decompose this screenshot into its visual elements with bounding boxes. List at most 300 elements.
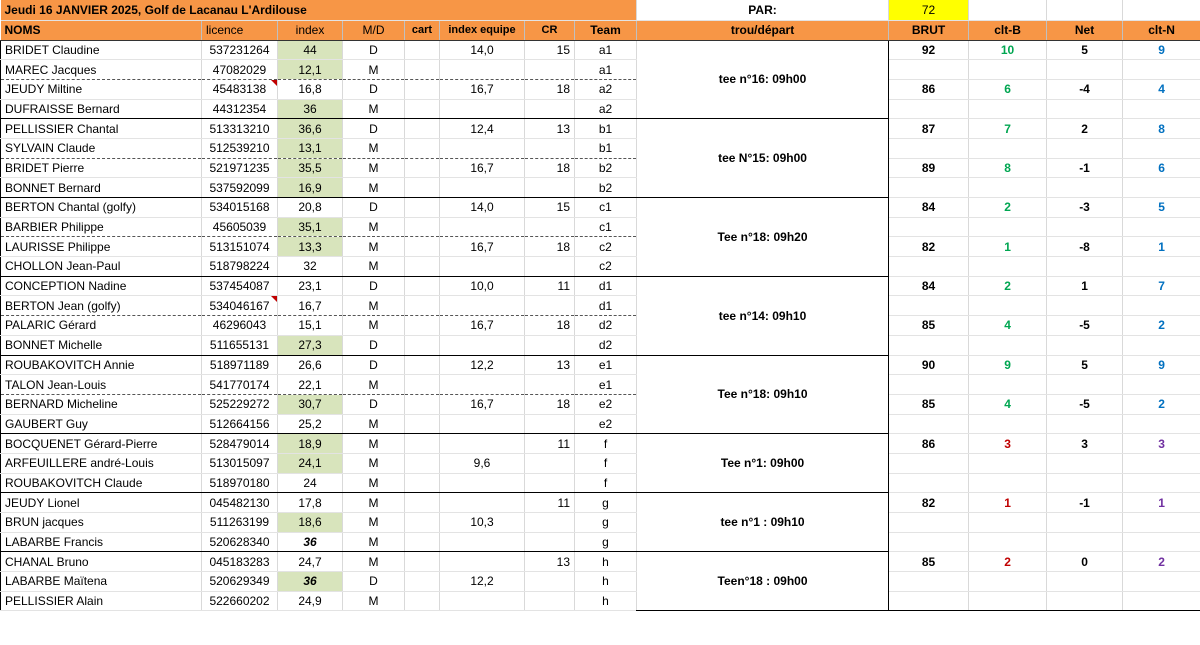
player-name[interactable]: ROUBAKOVITCH Annie: [1, 355, 202, 375]
player-name[interactable]: LABARBE Francis: [1, 532, 202, 552]
cr-value[interactable]: [525, 138, 575, 158]
team-index[interactable]: 12,2: [440, 572, 525, 592]
player-name[interactable]: PELLISSIER Chantal: [1, 119, 202, 139]
cr-value[interactable]: 13: [525, 119, 575, 139]
brut-score[interactable]: 84: [889, 276, 969, 296]
cart-cell[interactable]: [405, 138, 440, 158]
team-index[interactable]: [440, 335, 525, 355]
team-code[interactable]: d1: [575, 296, 637, 316]
cart-cell[interactable]: [405, 513, 440, 533]
team-index[interactable]: [440, 493, 525, 513]
team-code[interactable]: b2: [575, 178, 637, 198]
licence-number[interactable]: 520629349: [202, 572, 278, 592]
licence-number[interactable]: 534046167: [202, 296, 278, 316]
empty-result-cell: [1047, 473, 1123, 493]
player-index[interactable]: 24: [278, 473, 343, 493]
cart-cell[interactable]: [405, 99, 440, 119]
player-name[interactable]: BERTON Chantal (golfy): [1, 198, 202, 218]
team-index[interactable]: 16,7: [440, 394, 525, 414]
licence-number[interactable]: 513015097: [202, 453, 278, 473]
player-index[interactable]: 35,1: [278, 217, 343, 237]
gender-md[interactable]: D: [343, 394, 405, 414]
start-tee-time[interactable]: Teen°18 : 09h00: [637, 552, 889, 611]
player-name[interactable]: BONNET Michelle: [1, 335, 202, 355]
par-value[interactable]: 72: [889, 0, 969, 20]
player-index[interactable]: 16,8: [278, 79, 343, 99]
licence-number[interactable]: 537231264: [202, 40, 278, 60]
cart-cell[interactable]: [405, 532, 440, 552]
gender-md[interactable]: M: [343, 217, 405, 237]
cr-value[interactable]: [525, 513, 575, 533]
cart-cell[interactable]: [405, 453, 440, 473]
player-index[interactable]: 24,7: [278, 552, 343, 572]
brut-score[interactable]: 89: [889, 158, 969, 178]
gender-md[interactable]: M: [343, 453, 405, 473]
player-name[interactable]: SYLVAIN Claude: [1, 138, 202, 158]
team-index[interactable]: 14,0: [440, 198, 525, 218]
cr-value[interactable]: [525, 257, 575, 277]
cart-cell[interactable]: [405, 355, 440, 375]
cr-value[interactable]: 18: [525, 158, 575, 178]
player-index[interactable]: 26,6: [278, 355, 343, 375]
team-code[interactable]: a1: [575, 40, 637, 60]
cr-value[interactable]: [525, 572, 575, 592]
net-score[interactable]: 0: [1047, 552, 1123, 572]
player-index[interactable]: 27,3: [278, 335, 343, 355]
team-code[interactable]: a2: [575, 79, 637, 99]
net-score[interactable]: 3: [1047, 434, 1123, 454]
gender-md[interactable]: D: [343, 335, 405, 355]
cr-value[interactable]: 18: [525, 316, 575, 336]
player-name[interactable]: BOCQUENET Gérard-Pierre: [1, 434, 202, 454]
team-index[interactable]: [440, 178, 525, 198]
clt-b-rank[interactable]: 9: [969, 355, 1047, 375]
gender-md[interactable]: M: [343, 591, 405, 611]
player-index[interactable]: 16,9: [278, 178, 343, 198]
cr-value[interactable]: [525, 453, 575, 473]
brut-score[interactable]: 85: [889, 394, 969, 414]
start-tee-time[interactable]: tee n°14: 09h10: [637, 276, 889, 355]
cart-cell[interactable]: [405, 40, 440, 60]
team-index[interactable]: [440, 414, 525, 434]
licence-number[interactable]: 512539210: [202, 138, 278, 158]
licence-number[interactable]: 518970180: [202, 473, 278, 493]
team-code[interactable]: c2: [575, 237, 637, 257]
gender-md[interactable]: D: [343, 79, 405, 99]
clt-b-rank[interactable]: 3: [969, 434, 1047, 454]
cr-value[interactable]: 11: [525, 493, 575, 513]
net-score[interactable]: -1: [1047, 493, 1123, 513]
team-code[interactable]: e2: [575, 414, 637, 434]
licence-number[interactable]: 45483138: [202, 79, 278, 99]
team-index[interactable]: [440, 591, 525, 611]
cr-value[interactable]: [525, 375, 575, 395]
cr-value[interactable]: 15: [525, 40, 575, 60]
team-code[interactable]: d2: [575, 316, 637, 336]
player-name[interactable]: GAUBERT Guy: [1, 414, 202, 434]
clt-n-rank[interactable]: 9: [1123, 355, 1200, 375]
cart-cell[interactable]: [405, 276, 440, 296]
team-index[interactable]: [440, 60, 525, 80]
player-index[interactable]: 18,9: [278, 434, 343, 454]
player-index[interactable]: 44: [278, 40, 343, 60]
gender-md[interactable]: M: [343, 257, 405, 277]
cr-value[interactable]: [525, 60, 575, 80]
team-code[interactable]: c1: [575, 198, 637, 218]
team-code[interactable]: e2: [575, 394, 637, 414]
brut-score[interactable]: 87: [889, 119, 969, 139]
empty-result-cell: [969, 138, 1047, 158]
col-header-cr: CR: [525, 20, 575, 40]
gender-md[interactable]: M: [343, 434, 405, 454]
clt-b-rank[interactable]: 4: [969, 316, 1047, 336]
clt-n-rank[interactable]: 8: [1123, 119, 1200, 139]
team-index[interactable]: 12,4: [440, 119, 525, 139]
gender-md[interactable]: M: [343, 552, 405, 572]
licence-number[interactable]: 522660202: [202, 591, 278, 611]
player-index[interactable]: 18,6: [278, 513, 343, 533]
licence-number[interactable]: 045183283: [202, 552, 278, 572]
start-tee-time[interactable]: Tee n°18: 09h10: [637, 355, 889, 434]
clt-b-rank[interactable]: 6: [969, 79, 1047, 99]
team-code[interactable]: f: [575, 434, 637, 454]
net-score[interactable]: -1: [1047, 158, 1123, 178]
gender-md[interactable]: M: [343, 237, 405, 257]
brut-score[interactable]: 82: [889, 493, 969, 513]
cart-cell[interactable]: [405, 434, 440, 454]
team-code[interactable]: b1: [575, 119, 637, 139]
licence-number[interactable]: 534015168: [202, 198, 278, 218]
clt-n-rank[interactable]: 1: [1123, 237, 1200, 257]
team-code[interactable]: c2: [575, 257, 637, 277]
team-index[interactable]: [440, 473, 525, 493]
cr-value[interactable]: [525, 99, 575, 119]
team-index[interactable]: [440, 532, 525, 552]
player-index[interactable]: 16,7: [278, 296, 343, 316]
net-score[interactable]: -8: [1047, 237, 1123, 257]
team-index[interactable]: 14,0: [440, 40, 525, 60]
player-index[interactable]: 15,1: [278, 316, 343, 336]
cr-value[interactable]: [525, 414, 575, 434]
gender-md[interactable]: D: [343, 276, 405, 296]
player-name[interactable]: ARFEUILLERE andré-Louis: [1, 453, 202, 473]
gender-md[interactable]: D: [343, 119, 405, 139]
cr-value[interactable]: 18: [525, 79, 575, 99]
net-score[interactable]: 5: [1047, 40, 1123, 60]
team-code[interactable]: g: [575, 513, 637, 533]
cart-cell[interactable]: [405, 79, 440, 99]
team-index[interactable]: 10,0: [440, 276, 525, 296]
player-index[interactable]: 20,8: [278, 198, 343, 218]
player-name[interactable]: MAREC Jacques: [1, 60, 202, 80]
brut-score[interactable]: 85: [889, 552, 969, 572]
licence-number[interactable]: 512664156: [202, 414, 278, 434]
player-index[interactable]: 36: [278, 99, 343, 119]
player-name[interactable]: JEUDY Miltine: [1, 79, 202, 99]
brut-score[interactable]: 86: [889, 79, 969, 99]
team-index[interactable]: 16,7: [440, 316, 525, 336]
team-index[interactable]: [440, 217, 525, 237]
team-code[interactable]: f: [575, 453, 637, 473]
team-code[interactable]: b1: [575, 138, 637, 158]
gender-md[interactable]: M: [343, 158, 405, 178]
licence-number[interactable]: 518971189: [202, 355, 278, 375]
cr-value[interactable]: [525, 217, 575, 237]
player-index[interactable]: 23,1: [278, 276, 343, 296]
licence-number[interactable]: 513151074: [202, 237, 278, 257]
start-tee-time[interactable]: Tee n°18: 09h20: [637, 198, 889, 277]
cr-value[interactable]: 11: [525, 276, 575, 296]
clt-n-rank[interactable]: 4: [1123, 79, 1200, 99]
player-index[interactable]: 12,1: [278, 60, 343, 80]
player-index[interactable]: 30,7: [278, 394, 343, 414]
cr-value[interactable]: [525, 473, 575, 493]
gender-md[interactable]: M: [343, 316, 405, 336]
cart-cell[interactable]: [405, 316, 440, 336]
team-code[interactable]: e1: [575, 375, 637, 395]
clt-n-rank[interactable]: 1: [1123, 493, 1200, 513]
team-code[interactable]: d2: [575, 335, 637, 355]
team-index[interactable]: [440, 296, 525, 316]
cart-cell[interactable]: [405, 198, 440, 218]
net-score[interactable]: -3: [1047, 198, 1123, 218]
cr-value[interactable]: [525, 532, 575, 552]
brut-score[interactable]: 84: [889, 198, 969, 218]
empty-result-cell: [889, 217, 969, 237]
player-name[interactable]: TALON Jean-Louis: [1, 375, 202, 395]
licence-number[interactable]: 520628340: [202, 532, 278, 552]
team-index[interactable]: 16,7: [440, 237, 525, 257]
team-code[interactable]: c1: [575, 217, 637, 237]
clt-n-rank[interactable]: 2: [1123, 552, 1200, 572]
clt-b-rank[interactable]: 10: [969, 40, 1047, 60]
clt-b-rank[interactable]: 2: [969, 552, 1047, 572]
net-score[interactable]: -4: [1047, 79, 1123, 99]
team-index[interactable]: [440, 434, 525, 454]
clt-n-rank[interactable]: 6: [1123, 158, 1200, 178]
team-code[interactable]: a2: [575, 99, 637, 119]
clt-b-rank[interactable]: 7: [969, 119, 1047, 139]
start-tee-time[interactable]: tee n°16: 09h00: [637, 40, 889, 119]
cart-cell[interactable]: [405, 473, 440, 493]
player-name[interactable]: PALARIC Gérard: [1, 316, 202, 336]
player-name[interactable]: BRIDET Pierre: [1, 158, 202, 178]
start-tee-time[interactable]: Tee n°1: 09h00: [637, 434, 889, 493]
player-name[interactable]: ROUBAKOVITCH Claude: [1, 473, 202, 493]
team-index[interactable]: [440, 138, 525, 158]
player-index[interactable]: 36: [278, 572, 343, 592]
team-index[interactable]: 12,2: [440, 355, 525, 375]
licence-number[interactable]: 521971235: [202, 158, 278, 178]
gender-md[interactable]: M: [343, 138, 405, 158]
licence-number[interactable]: 537454087: [202, 276, 278, 296]
clt-n-rank[interactable]: 2: [1123, 316, 1200, 336]
gender-md[interactable]: D: [343, 40, 405, 60]
player-index[interactable]: 35,5: [278, 158, 343, 178]
team-index[interactable]: 10,3: [440, 513, 525, 533]
player-name[interactable]: CONCEPTION Nadine: [1, 276, 202, 296]
licence-number[interactable]: 528479014: [202, 434, 278, 454]
cart-cell[interactable]: [405, 119, 440, 139]
licence-number[interactable]: 44312354: [202, 99, 278, 119]
net-score[interactable]: -5: [1047, 316, 1123, 336]
player-index[interactable]: 13,1: [278, 138, 343, 158]
cart-cell[interactable]: [405, 257, 440, 277]
cr-value[interactable]: 13: [525, 552, 575, 572]
player-name[interactable]: CHANAL Bruno: [1, 552, 202, 572]
team-code[interactable]: h: [575, 552, 637, 572]
cart-cell[interactable]: [405, 60, 440, 80]
licence-number[interactable]: 518798224: [202, 257, 278, 277]
cart-cell[interactable]: [405, 394, 440, 414]
cart-cell[interactable]: [405, 552, 440, 572]
team-code[interactable]: f: [575, 473, 637, 493]
brut-score[interactable]: 85: [889, 316, 969, 336]
cr-value[interactable]: [525, 335, 575, 355]
team-code[interactable]: b2: [575, 158, 637, 178]
player-index[interactable]: 17,8: [278, 493, 343, 513]
cart-cell[interactable]: [405, 591, 440, 611]
team-code[interactable]: g: [575, 532, 637, 552]
cr-value[interactable]: [525, 296, 575, 316]
gender-md[interactable]: D: [343, 198, 405, 218]
licence-number[interactable]: 511655131: [202, 335, 278, 355]
cr-value[interactable]: [525, 591, 575, 611]
gender-md[interactable]: M: [343, 532, 405, 552]
cart-cell[interactable]: [405, 237, 440, 257]
net-score[interactable]: 2: [1047, 119, 1123, 139]
player-name[interactable]: DUFRAISSE Bernard: [1, 99, 202, 119]
clt-b-rank[interactable]: 4: [969, 394, 1047, 414]
net-score[interactable]: 5: [1047, 355, 1123, 375]
gender-md[interactable]: D: [343, 355, 405, 375]
gender-md[interactable]: M: [343, 296, 405, 316]
cart-cell[interactable]: [405, 178, 440, 198]
gender-md[interactable]: M: [343, 473, 405, 493]
player-name[interactable]: CHOLLON Jean-Paul: [1, 257, 202, 277]
cart-cell[interactable]: [405, 375, 440, 395]
gender-md[interactable]: M: [343, 178, 405, 198]
player-index[interactable]: 32: [278, 257, 343, 277]
licence-number[interactable]: 513313210: [202, 119, 278, 139]
licence-number[interactable]: 541770174: [202, 375, 278, 395]
clt-n-rank[interactable]: 9: [1123, 40, 1200, 60]
player-index[interactable]: 22,1: [278, 375, 343, 395]
licence-number[interactable]: 46296043: [202, 316, 278, 336]
player-index[interactable]: 36,6: [278, 119, 343, 139]
team-index[interactable]: 16,7: [440, 158, 525, 178]
cart-cell[interactable]: [405, 335, 440, 355]
team-code[interactable]: h: [575, 572, 637, 592]
licence-number[interactable]: 511263199: [202, 513, 278, 533]
licence-number[interactable]: 47082029: [202, 60, 278, 80]
gender-md[interactable]: M: [343, 60, 405, 80]
gender-md[interactable]: D: [343, 572, 405, 592]
cr-value[interactable]: 13: [525, 355, 575, 375]
team-code[interactable]: g: [575, 493, 637, 513]
cart-cell[interactable]: [405, 296, 440, 316]
empty-cell: [1047, 0, 1123, 20]
licence-number[interactable]: 045482130: [202, 493, 278, 513]
clt-n-rank[interactable]: 5: [1123, 198, 1200, 218]
clt-b-rank[interactable]: 1: [969, 493, 1047, 513]
licence-number[interactable]: 45605039: [202, 217, 278, 237]
team-index[interactable]: 16,7: [440, 79, 525, 99]
gender-md[interactable]: M: [343, 513, 405, 533]
team-code[interactable]: a1: [575, 60, 637, 80]
empty-result-cell: [889, 375, 969, 395]
clt-b-rank[interactable]: 8: [969, 158, 1047, 178]
team-index[interactable]: [440, 257, 525, 277]
brut-score[interactable]: 82: [889, 237, 969, 257]
cr-value[interactable]: 18: [525, 394, 575, 414]
cart-cell[interactable]: [405, 414, 440, 434]
player-index[interactable]: 36: [278, 532, 343, 552]
start-tee-time[interactable]: tee N°15: 09h00: [637, 119, 889, 198]
licence-number[interactable]: 525229272: [202, 394, 278, 414]
player-name[interactable]: JEUDY Lionel: [1, 493, 202, 513]
player-name[interactable]: LAURISSE Philippe: [1, 237, 202, 257]
player-index[interactable]: 24,1: [278, 453, 343, 473]
brut-score[interactable]: 86: [889, 434, 969, 454]
team-index[interactable]: [440, 375, 525, 395]
team-index[interactable]: [440, 99, 525, 119]
licence-number[interactable]: 537592099: [202, 178, 278, 198]
player-name[interactable]: BERTON Jean (golfy): [1, 296, 202, 316]
player-index[interactable]: 13,3: [278, 237, 343, 257]
start-tee-time[interactable]: tee n°1 : 09h10: [637, 493, 889, 552]
team-code[interactable]: h: [575, 591, 637, 611]
cart-cell[interactable]: [405, 217, 440, 237]
gender-md[interactable]: M: [343, 414, 405, 434]
player-name[interactable]: BRUN jacques: [1, 513, 202, 533]
gender-md[interactable]: M: [343, 99, 405, 119]
team-code[interactable]: e1: [575, 355, 637, 375]
player-index[interactable]: 24,9: [278, 591, 343, 611]
clt-n-rank[interactable]: 7: [1123, 276, 1200, 296]
team-index[interactable]: 9,6: [440, 453, 525, 473]
gender-md[interactable]: M: [343, 493, 405, 513]
net-score[interactable]: 1: [1047, 276, 1123, 296]
cr-value[interactable]: 18: [525, 237, 575, 257]
player-name[interactable]: BONNET Bernard: [1, 178, 202, 198]
player-name[interactable]: BRIDET Claudine: [1, 40, 202, 60]
player-name[interactable]: BARBIER Philippe: [1, 217, 202, 237]
clt-n-rank[interactable]: 3: [1123, 434, 1200, 454]
gender-md[interactable]: M: [343, 375, 405, 395]
cr-value[interactable]: 11: [525, 434, 575, 454]
cart-cell[interactable]: [405, 158, 440, 178]
player-name[interactable]: BERNARD Micheline: [1, 394, 202, 414]
clt-b-rank[interactable]: 2: [969, 198, 1047, 218]
net-score[interactable]: -5: [1047, 394, 1123, 414]
brut-score[interactable]: 90: [889, 355, 969, 375]
player-name[interactable]: LABARBE Maïtena: [1, 572, 202, 592]
clt-n-rank[interactable]: 2: [1123, 394, 1200, 414]
clt-b-rank[interactable]: 1: [969, 237, 1047, 257]
cr-value[interactable]: 15: [525, 198, 575, 218]
empty-result-cell: [969, 335, 1047, 355]
team-index[interactable]: [440, 552, 525, 572]
cr-value[interactable]: [525, 178, 575, 198]
team-code[interactable]: d1: [575, 276, 637, 296]
cart-cell[interactable]: [405, 493, 440, 513]
player-index[interactable]: 25,2: [278, 414, 343, 434]
player-name[interactable]: PELLISSIER Alain: [1, 591, 202, 611]
clt-b-rank[interactable]: 2: [969, 276, 1047, 296]
cart-cell[interactable]: [405, 572, 440, 592]
brut-score[interactable]: 92: [889, 40, 969, 60]
